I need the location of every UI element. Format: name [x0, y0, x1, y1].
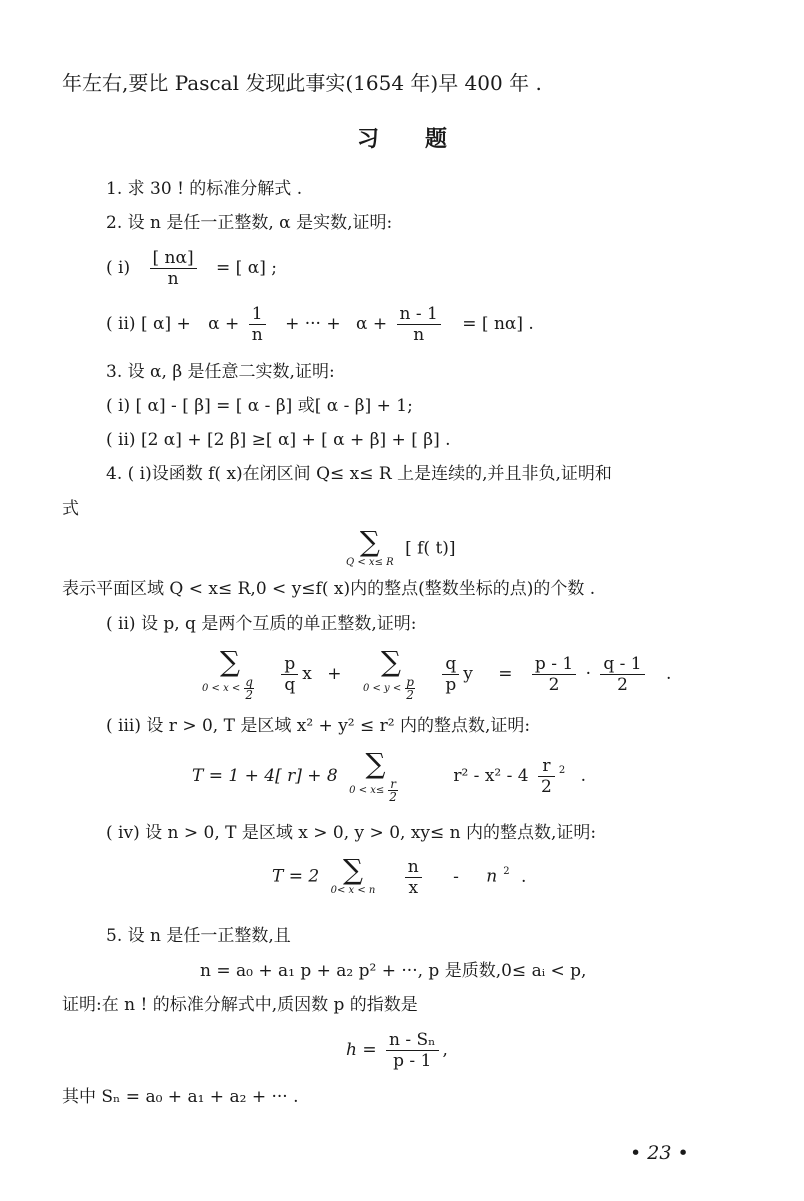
- numerator: n - 1: [397, 304, 441, 325]
- term-1-var: x: [302, 664, 312, 684]
- fraction-1: [249, 304, 266, 345]
- exponent: 2: [503, 865, 510, 877]
- sum-limits: 0 < x≤ $\frac{r}{2}$: [349, 777, 397, 804]
- exercise-2: 2. 设 n 是任一正整数, α 是实数,证明:: [106, 213, 393, 233]
- sum-sign-1: ∑ 0 < x < $\frac{q}{2}$: [202, 648, 258, 701]
- sum-limits-2: 0 < y < $\frac{p}{2}$: [362, 675, 414, 702]
- fraction: $\frac{\text{n - Sₙ}}{p - 1}$: [386, 1030, 439, 1071]
- exercise-3: 3. 设 α, β 是任意二实数,证明:: [106, 362, 335, 382]
- equals: =: [498, 664, 513, 684]
- formula-sum-f: [340, 525, 456, 570]
- exercise-5-expansion: n = a₀ + a₁ p + a₂ p² + ···, p 是质数,0≤ aᵢ < p,: [200, 961, 587, 981]
- term-2-var: y: [463, 664, 473, 684]
- formula-reciprocity: [196, 645, 672, 702]
- formula-circle: [192, 747, 587, 804]
- formula-legendre: [346, 1030, 448, 1071]
- exercise-2-ii: [106, 304, 534, 345]
- exercise-3-ii: ( ii) [2 α] + [2 β] ≥[ α] + [ α + β] + [ β] .: [106, 430, 451, 450]
- comma: ,: [442, 1040, 448, 1060]
- product-dot: ·: [585, 664, 591, 684]
- exponent: 2: [558, 765, 566, 776]
- exercise-4-iv: ( iv) 设 n > 0, T 是区域 x > 0, y > 0, xy≤ n 内的整点数,证明:: [106, 823, 597, 843]
- minus: -: [453, 866, 459, 887]
- fraction: $\frac{n}{x}$: [405, 857, 422, 898]
- sum-limits-1: 0 < x < $\frac{q}{2}$: [202, 675, 253, 702]
- term-1-fraction: $\frac{p}{q}$: [281, 654, 298, 695]
- numerator: [ nα]: [150, 248, 197, 269]
- term-2-fraction: $\frac{q}{p}$: [442, 654, 459, 695]
- exercise-5-last: 其中 Sₙ = a₀ + a₁ + a₂ + ··· .: [62, 1087, 299, 1107]
- title-char-1: 习: [357, 126, 382, 152]
- exercise-3-i: ( i) [ α] - [ β] = [ α - β] 或[ α - β] + 1;: [106, 396, 413, 416]
- formula-hyperbola: [272, 853, 527, 898]
- sum-limits: 0< x < n: [330, 885, 376, 896]
- exercise-4-i-line3: 表示平面区域 Q < x≤ R,0 < y≤f( x)内的整点(整数坐标的点)的个数 .: [62, 579, 596, 599]
- denominator: n: [413, 325, 425, 345]
- sum-sign: ∑ Q < x≤ R: [346, 525, 394, 568]
- exercise-4-i-line1: 4. ( i)设函数 f( x)在闭区间 Q≤ x≤ R 上是连续的,并且非负,证明和: [106, 464, 612, 484]
- lhs: T = 2: [272, 866, 320, 887]
- exercise-5: 5. 设 n 是任一正整数,且: [106, 926, 291, 946]
- rhs-fraction-1: $\frac{p - 1}{2}$: [532, 654, 576, 695]
- sum-sign: ∑ 0 < x≤ $\frac{r}{2}$: [349, 750, 402, 803]
- period: .: [666, 664, 672, 684]
- lhs: h =: [346, 1040, 377, 1060]
- carryover-line: 年左右,要比 Pascal 发现此事实(1654 年)早 400 年 .: [62, 71, 542, 95]
- title-char-2: 题: [425, 126, 450, 152]
- term: α +: [208, 314, 240, 334]
- denominator: n: [167, 269, 179, 289]
- denominator: n: [251, 325, 263, 345]
- exercise-4-iii: ( iii) 设 r > 0, T 是区域 x² + y² ≤ r² 内的整点数,证明:: [106, 716, 531, 736]
- exercise-4-i-line2: 式: [62, 499, 79, 519]
- lhs: T = 1 + 4[ r] + 8: [192, 766, 338, 786]
- rhs: = [ α] ;: [216, 258, 277, 278]
- sum-body: [ f( t)]: [405, 538, 456, 559]
- period: .: [580, 766, 587, 786]
- page-number: • 23 •: [630, 1142, 689, 1164]
- sum-limits: Q < x≤ R: [346, 557, 394, 568]
- sum-body: r² - x² - 4: [453, 766, 529, 786]
- label: ( ii) [ α] +: [106, 314, 191, 334]
- fraction-2: [397, 304, 441, 345]
- section-title: [357, 128, 449, 150]
- rhs: = [ nα] .: [462, 314, 534, 334]
- term-2: α +: [355, 314, 388, 334]
- exercise-4-ii: ( ii) 设 p, q 是两个互质的单正整数,证明:: [106, 614, 417, 634]
- exercise-5-line3: 证明:在 n ! 的标准分解式中,质因数 p 的指数是: [62, 995, 418, 1015]
- fraction: [150, 248, 197, 289]
- exercise-1: 1. 求 30 ! 的标准分解式 .: [106, 179, 303, 199]
- numerator: 1: [249, 304, 266, 325]
- period: .: [521, 866, 527, 887]
- dots: + ··· +: [285, 314, 341, 334]
- plus: +: [327, 664, 342, 684]
- rhs-fraction-2: $\frac{q - 1}{2}$: [600, 654, 644, 695]
- sum-sign: ∑ 0< x < n: [330, 853, 376, 896]
- n: n: [486, 866, 498, 887]
- exercise-2-i: [106, 248, 277, 289]
- sum-sign-2: ∑ 0 < y < $\frac{p}{2}$: [363, 648, 419, 701]
- fraction: $\frac{r}{2}$: [538, 756, 555, 797]
- label: ( i): [106, 258, 131, 278]
